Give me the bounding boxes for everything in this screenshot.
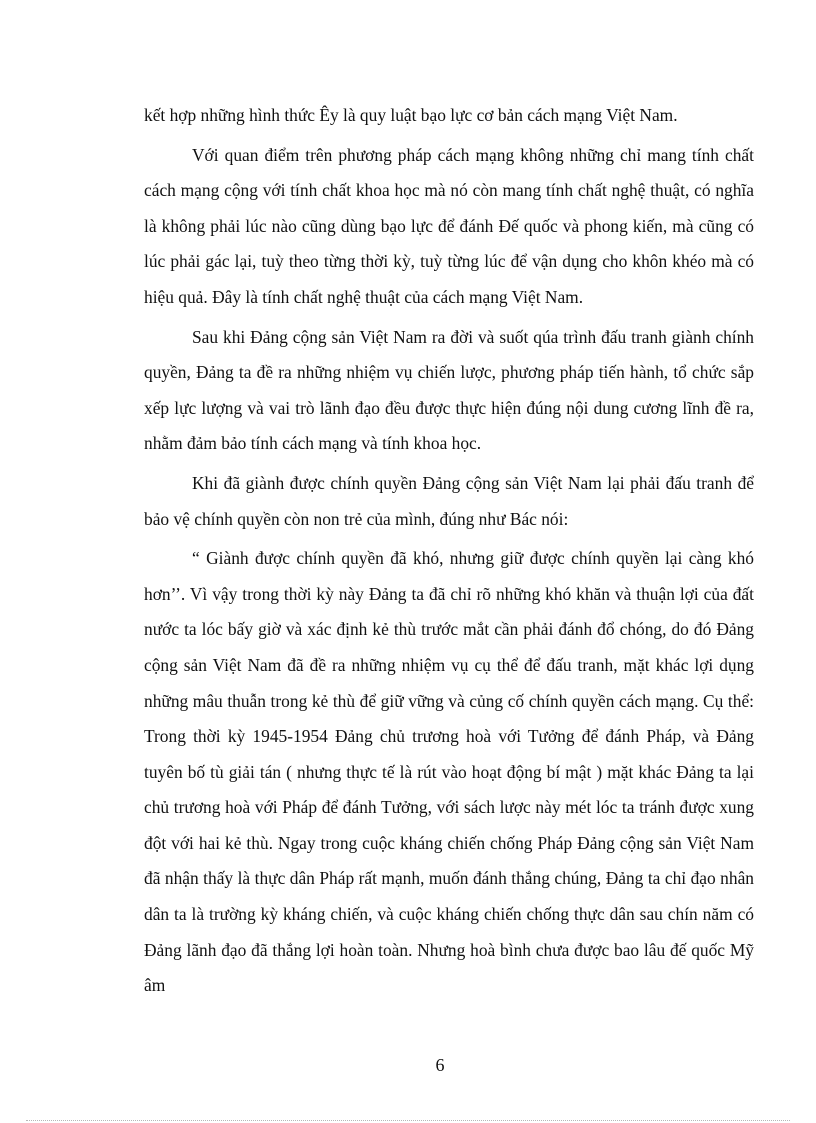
page-bottom-divider (26, 1120, 790, 1121)
paragraph-4: Khi đã giành được chính quyền Đảng cộng sản Việt Nam lại phải đấu tranh để bảo vệ chính quyền còn non trẻ của mình, đúng như Bác nói: (144, 472, 754, 529)
paragraph-1: kết hợp những hình thức Êy là quy luật bạo lực cơ bản cách mạng Việt Nam. (144, 105, 678, 125)
paragraph-3: Sau khi Đảng cộng sản Việt Nam ra đời và suốt qúa trình đấu tranh giành chính quyền, Đảng ta đề ra những nhiệm vụ chiến lược, phương pháp tiến hành, tổ chức sắp xếp lực lượng và vai trò lãnh đạo đều được thực hiện đúng nội dung cương lĩnh đề ra, nhằm đảm bảo tính cách mạng và tính khoa học. (144, 326, 754, 454)
paragraph-5: “ Giành được chính quyền đã khó, nhưng giữ được chính quyền lại càng khó hơn’’. Vì vậy trong thời kỳ này Đảng ta đã chỉ rõ những khó khăn và thuận lợi của đất nước ta lóc bấy giờ và xác định kẻ thù trước mắt cần phải đánh đổ chóng, do đó Đảng cộng sản Việt Nam đã đề ra những nhiệm vụ cụ thể để đấu tranh, mặt khác lợi dụng những mâu thuẫn trong kẻ thù để giữ vững và củng cố chính quyền cách mạng. Cụ thể: Trong thời kỳ 1945-1954 Đảng chủ trương hoà với Tưởng để đánh Pháp, và Đảng tuyên bố tù giải tán ( nhưng thực tế là rút vào hoạt động bí mật ) mặt khác Đảng ta lại chủ trương hoà với Pháp để đánh Tưởng, với sách lược này mét lóc ta tránh được xung đột với hai kẻ thù. Ngay trong cuộc kháng chiến chống Pháp Đảng cộng sản Việt Nam đã nhận thấy là thực dân Pháp rất mạnh, muốn đánh thắng chúng, Đảng ta chỉ đạo nhân dân ta là trường kỳ kháng chiến, và cuộc kháng chiến chống thực dân sau chín năm có Đảng lãnh đạo đã thắng lợi hoàn toàn. Nhưng hoà bình chưa được bao lâu đế quốc Mỹ âm (144, 548, 754, 996)
paragraph-2: Với quan điểm trên phương pháp cách mạng không những chỉ mang tính chất cách mạng cộng với tính chất khoa học mà nó còn mang tính chất nghệ thuật, có nghĩa là không phải lúc nào cũng dùng bạo lực để đánh Đế quốc và phong kiến, mà cũng có lúc phải gác lại, tuỳ theo từng thời kỳ, tuỳ từng lúc để vận dụng cho khôn khéo mà có hiệu quả. Đây là tính chất nghệ thuật của cách mạng Việt Nam. (144, 144, 754, 307)
body-text (144, 98, 754, 1008)
page-number: 6 (435, 1055, 445, 1075)
